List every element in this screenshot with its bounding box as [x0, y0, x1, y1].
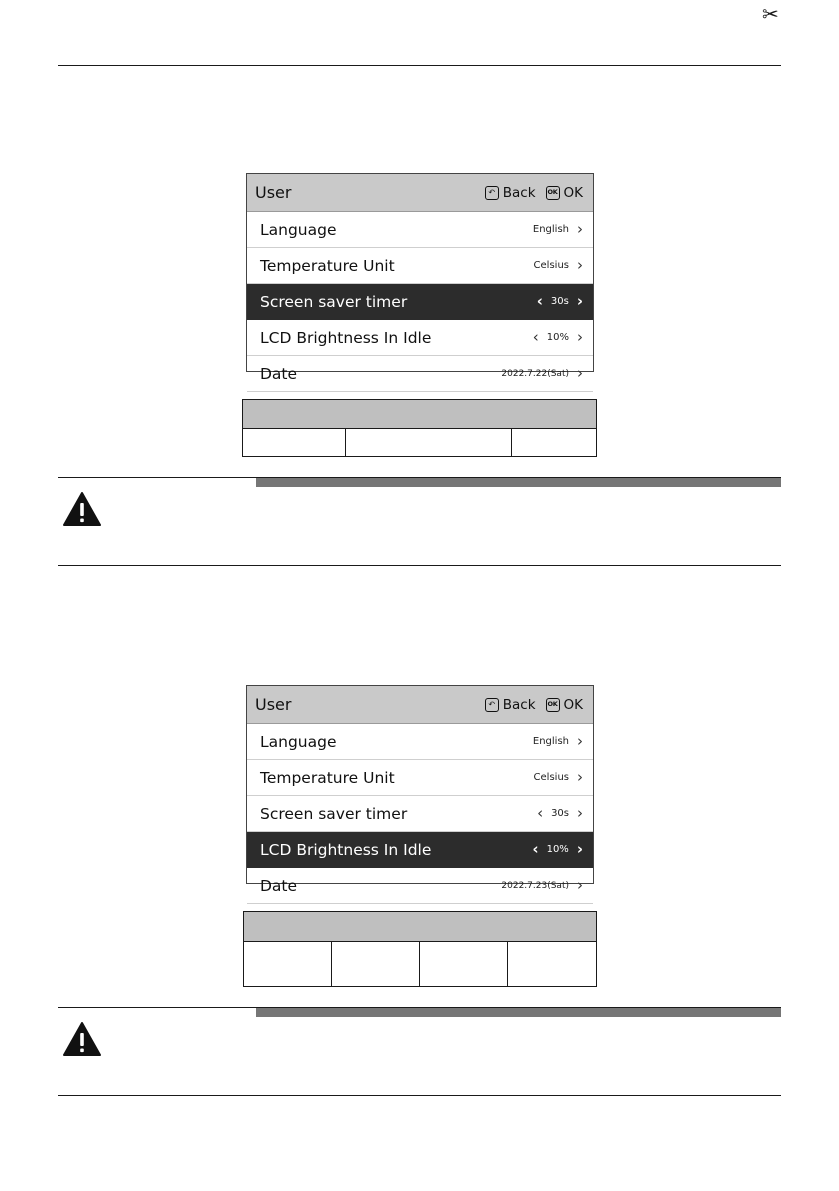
menu-item-label: Language — [260, 732, 337, 751]
warning-bar — [256, 1008, 781, 1017]
warning-bar — [256, 478, 781, 487]
table-cell — [512, 429, 596, 456]
top-rule — [58, 65, 781, 66]
parameter-table-1 — [242, 399, 597, 457]
back-button[interactable] — [485, 185, 536, 201]
table-row — [243, 429, 596, 456]
parameter-table-2 — [243, 911, 597, 987]
chevron-right-icon: › — [577, 256, 583, 274]
screen-header — [247, 686, 593, 724]
warning-icon — [62, 1021, 102, 1057]
menu-item-lcd-brightness[interactable] — [247, 320, 593, 356]
menu-item-value: 30s — [550, 296, 569, 307]
menu-item-label: Temperature Unit — [260, 256, 395, 275]
warning-bottom-rule — [58, 565, 781, 566]
menu-item-value: 30s — [551, 808, 569, 819]
menu-item-value: Celsius — [533, 260, 569, 271]
chevron-right-icon: › — [577, 220, 583, 238]
screen-title: User — [255, 183, 292, 202]
chevron-right-icon[interactable]: › — [576, 292, 583, 310]
scissors-icon: ✂ — [762, 2, 779, 26]
menu-item-language[interactable] — [247, 724, 593, 760]
menu-item-temperature-unit[interactable] — [247, 248, 593, 284]
menu-item-value: 2022.7.22(Sat) — [501, 368, 569, 379]
ok-label: OK — [563, 696, 583, 713]
back-button[interactable] — [485, 697, 536, 713]
table-header — [243, 400, 596, 429]
menu-item-label: LCD Brightness In Idle — [260, 840, 432, 859]
menu-item-label: Date — [260, 364, 298, 383]
chevron-right-icon[interactable]: › — [576, 840, 583, 858]
chevron-right-icon: › — [577, 364, 583, 382]
table-header — [244, 912, 596, 942]
menu-item-label: Date — [260, 876, 298, 895]
menu-item-date[interactable] — [247, 868, 593, 904]
menu-item-temperature-unit[interactable] — [247, 760, 593, 796]
chevron-right-icon: › — [577, 328, 583, 346]
chevron-left-icon[interactable]: ‹ — [532, 840, 539, 858]
chevron-left-icon[interactable]: ‹ — [536, 292, 543, 310]
menu-item-date[interactable] — [247, 356, 593, 392]
screen-title: User — [255, 695, 292, 714]
user-menu-screen-2 — [246, 685, 594, 895]
table-row — [244, 942, 596, 986]
ok-button[interactable] — [546, 185, 583, 201]
menu-item-label: Language — [260, 220, 337, 239]
back-label: Back — [502, 184, 536, 201]
chevron-right-icon: › — [577, 804, 583, 822]
menu-item-label: Screen saver timer — [260, 804, 408, 823]
menu-item-screen-saver-timer[interactable] — [247, 284, 593, 320]
menu-item-label: Temperature Unit — [260, 768, 395, 787]
ok-label: OK — [563, 184, 583, 201]
warning-icon — [62, 491, 102, 527]
warning-bottom-rule — [58, 1095, 781, 1096]
chevron-right-icon: › — [577, 876, 583, 894]
back-icon: ↶ — [485, 186, 499, 200]
chevron-right-icon: › — [577, 768, 583, 786]
menu-item-value: 10% — [546, 844, 569, 855]
user-menu-screen-1 — [246, 173, 594, 383]
menu-item-value: 10% — [546, 332, 569, 343]
ok-icon: OK — [546, 186, 560, 200]
ok-button[interactable] — [546, 697, 583, 713]
chevron-right-icon: › — [577, 732, 583, 750]
chevron-left-icon: ‹ — [537, 804, 544, 822]
table-cell — [420, 942, 508, 986]
chevron-left-icon: ‹ — [532, 328, 539, 346]
menu-item-value: Celsius — [533, 772, 569, 783]
menu-item-value: English — [532, 736, 569, 747]
table-cell — [244, 942, 332, 986]
back-label: Back — [502, 696, 536, 713]
table-cell — [332, 942, 420, 986]
menu-item-label: Screen saver timer — [260, 292, 408, 311]
screen-header — [247, 174, 593, 212]
back-icon: ↶ — [485, 698, 499, 712]
table-cell — [346, 429, 512, 456]
menu-item-value: English — [532, 224, 569, 235]
menu-item-lcd-brightness[interactable] — [247, 832, 593, 868]
table-cell — [508, 942, 596, 986]
menu-item-screen-saver-timer[interactable] — [247, 796, 593, 832]
menu-item-label: LCD Brightness In Idle — [260, 328, 432, 347]
menu-item-language[interactable] — [247, 212, 593, 248]
ok-icon: OK — [546, 698, 560, 712]
table-cell — [243, 429, 346, 456]
menu-item-value: 2022.7.23(Sat) — [501, 880, 569, 891]
